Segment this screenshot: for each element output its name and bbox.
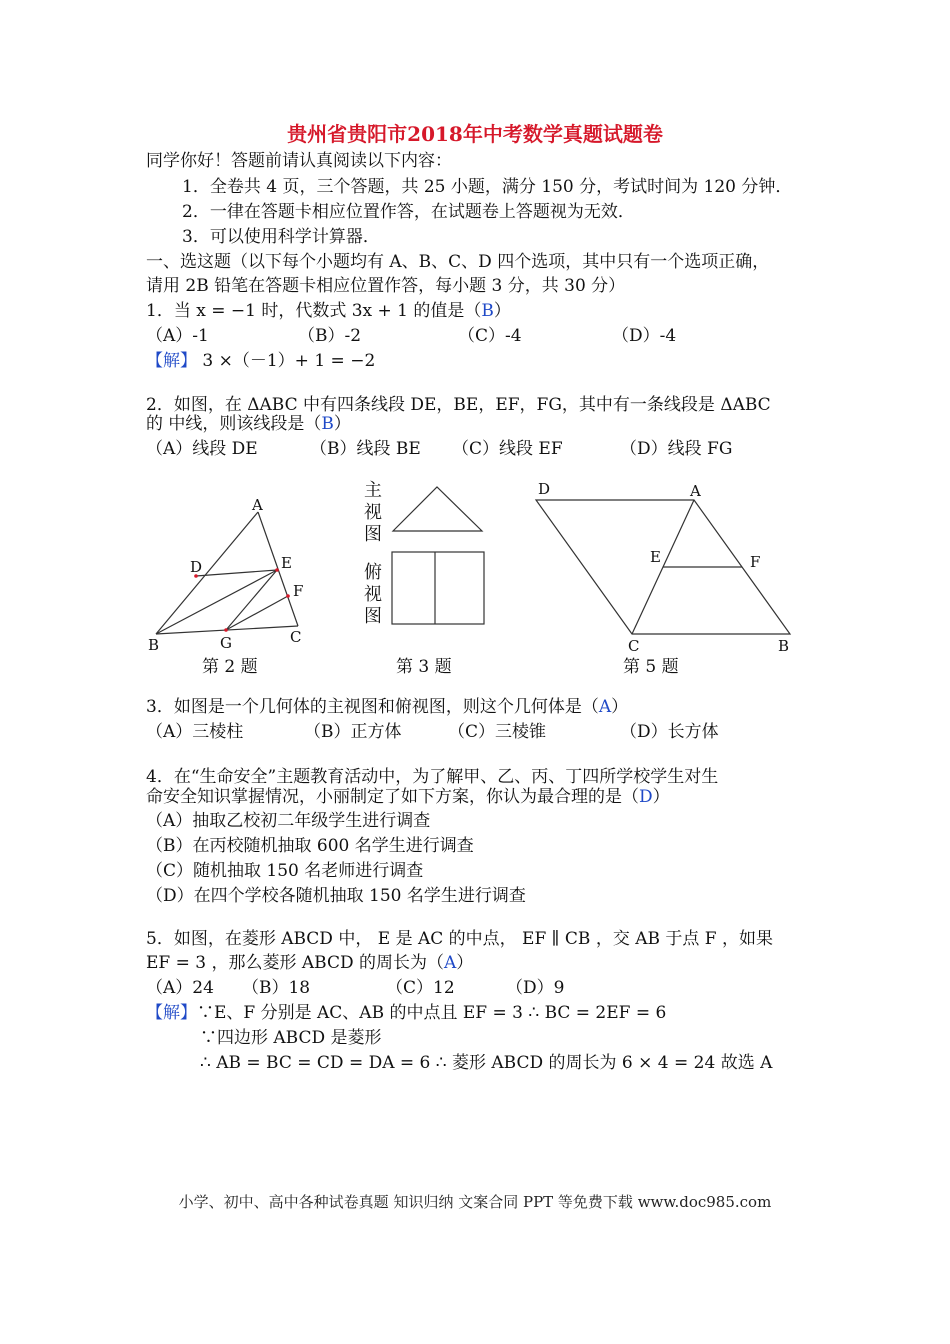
q3-option-c: （C）三棱锥 — [448, 722, 547, 742]
q4-option-b: （B）在丙校随机抽取 600 名学生进行调查 — [146, 836, 474, 856]
q2-line2: 的 中线，则该线段是（B） — [146, 414, 351, 434]
q1-answer: B — [481, 301, 494, 321]
figure-q5-rhombus — [528, 474, 798, 654]
fig5-label-b: B — [778, 637, 790, 654]
q5-line2: EF = 3 ，那么菱形 ABCD 的周长为（A） — [146, 953, 474, 973]
fig3-top-label: 俯视图 — [364, 562, 382, 627]
fig2-label-c: C — [290, 628, 302, 646]
q2-answer: B — [321, 414, 334, 434]
q1-stem: 1．当 x = −1 时，代数式 3x + 1 的值是（B） — [146, 301, 511, 321]
q1-option-b: （B）-2 — [298, 326, 362, 346]
q1-option-c: （C）-4 — [458, 326, 522, 346]
fig2-label-f: F — [293, 582, 304, 600]
q2-option-a: （A）线段 DE — [146, 439, 258, 459]
q5-solution-3: ∴ AB = BC = CD = DA = 6 ∴ 菱形 ABCD 的周长为 6 × 4 = 24 故选 A — [200, 1053, 773, 1073]
q5-option-b: （B）18 — [242, 978, 311, 998]
figure-q3-views — [388, 484, 488, 634]
fig3-front-label: 主视图 — [364, 480, 382, 545]
page-title: 贵州省贵阳市2018年中考数学真题试题卷 — [287, 122, 663, 146]
intro-greeting: 同学你好！答题前请认真阅读以下内容： — [146, 151, 452, 171]
q3-stem: 3．如图是一个几何体的主视图和俯视图，则这个几何体是（A） — [146, 697, 629, 717]
q3-option-b: （B）正方体 — [304, 722, 402, 742]
q4-option-c: （C）随机抽取 150 名老师进行调查 — [146, 861, 424, 881]
fig5-label-c: C — [628, 637, 640, 654]
fig5-label-a: A — [690, 482, 701, 500]
fig2-label-d: D — [190, 558, 203, 576]
q2-option-c: （C）线段 EF — [452, 439, 563, 459]
q3-answer: A — [598, 697, 612, 717]
fig2-label-a: A — [252, 496, 263, 514]
q5-solution-1: 【解】∵E、F 分别是 AC、AB 的中点且 EF = 3 ∴ BC = 2EF = 6 — [146, 1003, 667, 1023]
q4-answer: D — [639, 787, 653, 807]
q5-option-d: （D）9 — [506, 978, 565, 998]
q1-option-d: （D）-4 — [612, 326, 677, 346]
q1-option-a: （A）-1 — [146, 326, 209, 346]
fig3-caption: 第 3 题 — [396, 657, 452, 677]
intro-item-2: 2．一律在答题卡相应位置作答，在试题卷上答题视为无效． — [182, 202, 635, 222]
q5-solution-2: ∵四边形 ABCD 是菱形 — [200, 1028, 382, 1048]
q1-solution: 【解】 3 ×（－1）+ 1 = −2 — [146, 351, 376, 371]
section1-line2: 请用 2B 铅笔在答题卡相应位置作答，每小题 3 分，共 30 分） — [146, 276, 626, 296]
section1-line1: 一、选这题（以下每个小题均有 A、B、C、D 四个选项，其中只有一个选项正确， — [146, 252, 770, 272]
q4-line1: 4．在“生命安全”主题教育活动中，为了解甲、乙、丙、丁四所学校学生对生 — [146, 767, 719, 787]
fig5-label-f: F — [750, 553, 761, 571]
intro-item-1: 1．全卷共 4 页，三个答题，共 25 小题，满分 150 分，考试时间为 120 分钟． — [182, 177, 793, 197]
fig5-caption: 第 5 题 — [623, 657, 679, 677]
q4-option-d: （D）在四个学校各随机抽取 150 名学生进行调查 — [146, 886, 526, 906]
q4-line2: 命安全知识掌握情况，小丽制定了如下方案，你认为最合理的是（D） — [146, 787, 670, 807]
q5-answer: A — [444, 953, 457, 973]
q4-option-a: （A）抽取乙校初二年级学生进行调查 — [146, 811, 431, 831]
fig2-caption: 第 2 题 — [202, 657, 258, 677]
fig2-label-e: E — [281, 554, 292, 572]
q5-option-a: （A）24 — [146, 978, 214, 998]
q5-option-c: （C）12 — [386, 978, 455, 998]
fig2-label-g: G — [220, 634, 232, 652]
q2-option-b: （B）线段 BE — [310, 439, 421, 459]
q5-line1: 5．如图，在菱形 ABCD 中， E 是 AC 的中点， EF ∥ CB ，交 AB 于点 F ，如果 — [146, 929, 774, 949]
fig2-label-b: B — [148, 636, 160, 654]
fig5-label-e: E — [650, 548, 661, 566]
q3-option-d: （D）长方体 — [620, 722, 719, 742]
q2-option-d: （D）线段 FG — [620, 439, 733, 459]
fig5-label-d: D — [538, 480, 551, 498]
intro-item-3: 3．可以使用科学计算器． — [182, 227, 380, 247]
page-footer: 小学、初中、高中各种试卷真题 知识归纳 文案合同 PPT 等免费下载 www.doc985.com — [178, 1193, 772, 1211]
q2-line1: 2．如图，在 ΔABC 中有四条线段 DE，BE，EF，FG，其中有一条线段是 ΔABC — [146, 395, 771, 415]
q3-option-a: （A）三棱柱 — [146, 722, 244, 742]
figure-q2-triangle — [140, 490, 320, 660]
